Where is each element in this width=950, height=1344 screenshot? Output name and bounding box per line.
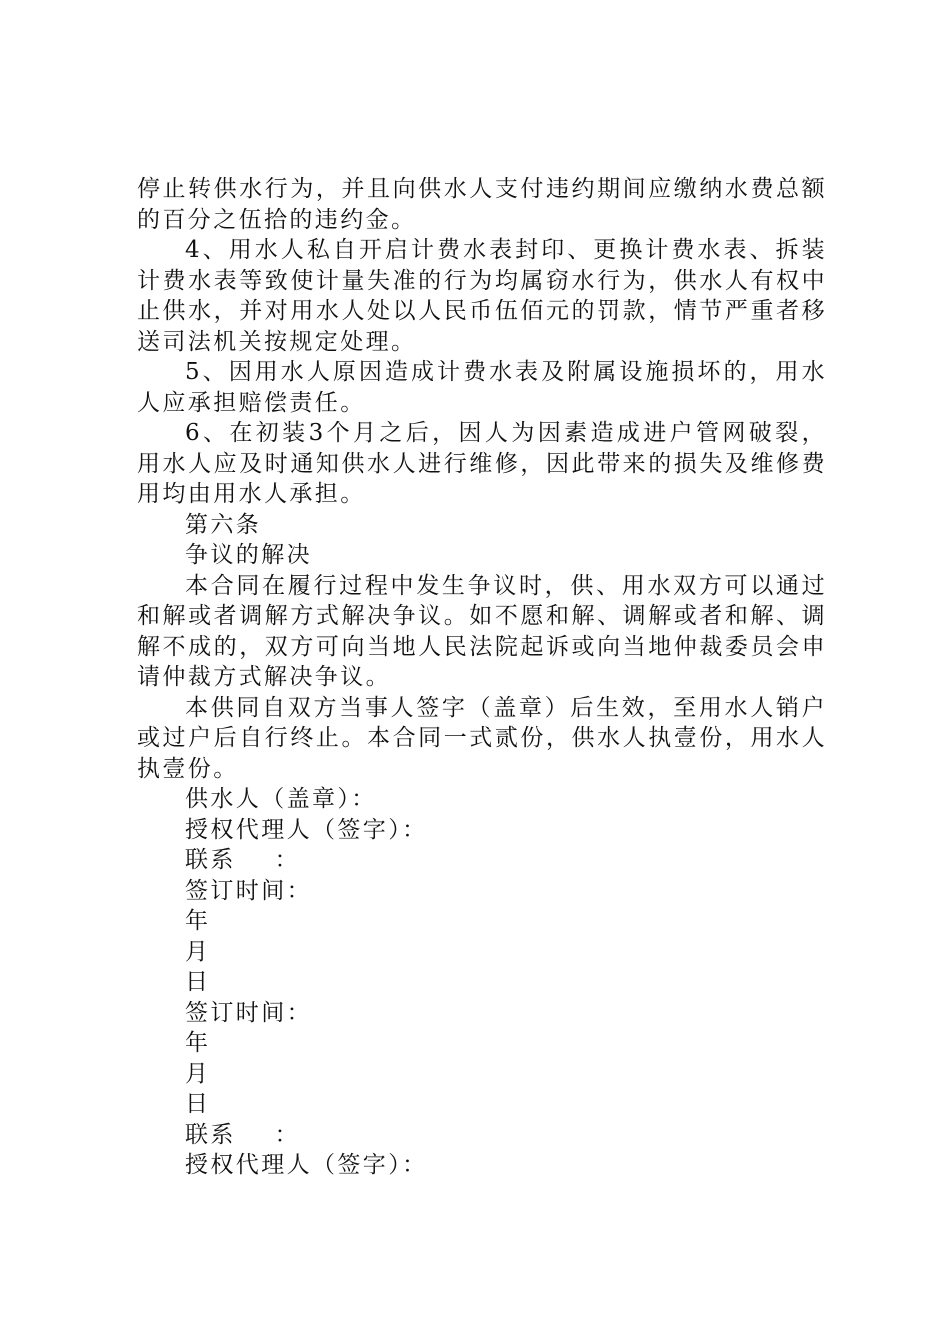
article-heading: 第六条 <box>185 511 262 538</box>
paragraph-continuation: 停止转供水行为，并且向供水人支付违约期间应缴纳水费总额的百分之伍拾的违约金。 <box>137 176 827 233</box>
paragraph-clause-5: 5、因用水人原因造成计费水表及附属设施损坏的，用水人应承担赔偿责任。 <box>137 359 827 416</box>
signature-year-2: 年 <box>185 1030 211 1056</box>
signature-contact: 联系 ： <box>185 847 301 873</box>
signature-day-2: 日 <box>185 1091 211 1117</box>
paragraph-clause-6: 6、在初装3个月之后，因人为因素造成进户管网破裂，用水人应及时通知供水人进行维修，因此带来的损失及维修费用均由用水人承担。 <box>137 420 827 507</box>
signature-year: 年 <box>185 908 211 934</box>
signature-agent: 授权代理人（签字）： <box>185 816 428 843</box>
signature-month-2: 月 <box>185 1060 211 1087</box>
paragraph-effect: 本供同自双方当事人签字（盖章）后生效，至用水人销户或过户后自行终止。本合同一式贰份，供水人执壹份，用水人执壹份。 <box>137 694 827 782</box>
signature-date-label: 签订时间： <box>185 877 312 904</box>
document-body <box>137 174 827 1181</box>
signature-contact-2: 联系 ： <box>185 1121 301 1148</box>
article-title: 争议的解决 <box>185 542 312 568</box>
signature-date-label-2: 签订时间： <box>185 999 312 1026</box>
signature-agent-2: 授权代理人（签字）： <box>185 1152 428 1178</box>
paragraph-clause-4: 4、用水人私自开启计费水表封印、更换计费水表、拆装计费水表等致使计量失准的行为均属窃水行为，供水人有权中止供水，并对用水人处以人民币伍佰元的罚款，情节严重者移送司法机关按规定处理。 <box>137 237 827 355</box>
signature-month: 月 <box>185 938 211 965</box>
signature-day: 日 <box>185 969 211 995</box>
signature-supplier-seal: 供水人（盖章）： <box>185 786 377 812</box>
paragraph-dispute: 本合同在履行过程中发生争议时，供、用水双方可以通过和解或者调解方式解决争议。如不愿和解、调解或者和解、调解不成的，双方可向当地人民法院起诉或向当地仲裁委员会申请仲裁方式解决争议。 <box>137 572 827 690</box>
